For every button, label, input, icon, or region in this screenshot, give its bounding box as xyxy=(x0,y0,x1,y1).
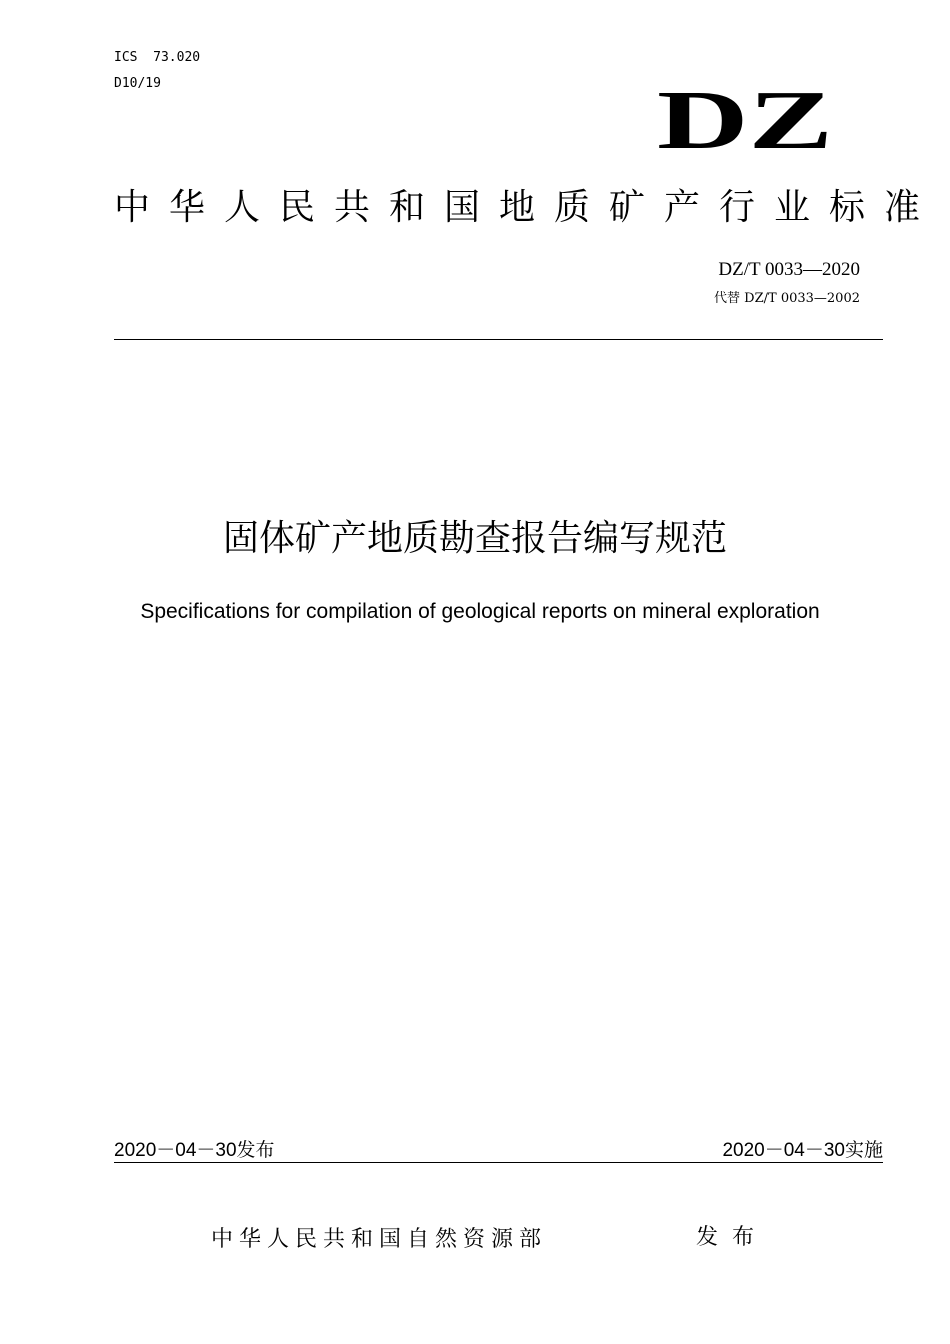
header-divider xyxy=(114,339,883,340)
ccs-code: D10/19 xyxy=(114,76,161,91)
standard-number: DZ/T 0033—2020 xyxy=(718,259,860,280)
implementation-date: 2020－04－30实施 xyxy=(722,1140,883,1161)
publish-label: 发布 xyxy=(696,1225,769,1250)
footer-divider xyxy=(114,1162,883,1163)
dz-logo-text: DZ xyxy=(657,78,833,158)
replaced-standard: 代替 DZ/T 0033—2002 xyxy=(714,291,860,306)
standard-type-heading: 中华人民共和国地质矿产行业标准 xyxy=(114,187,940,228)
dz-logo xyxy=(655,78,835,158)
publisher-name: 中华人民共和国自然资源部 xyxy=(211,1227,548,1252)
document-title-english: Specifications for compilation of geological reports on mineral exploration xyxy=(140,600,820,623)
issue-date: 2020－04－30发布 xyxy=(114,1140,275,1161)
ics-code: ICS 73.020 xyxy=(114,50,201,65)
document-title-chinese: 固体矿产地质勘查报告编写规范 xyxy=(222,518,727,559)
